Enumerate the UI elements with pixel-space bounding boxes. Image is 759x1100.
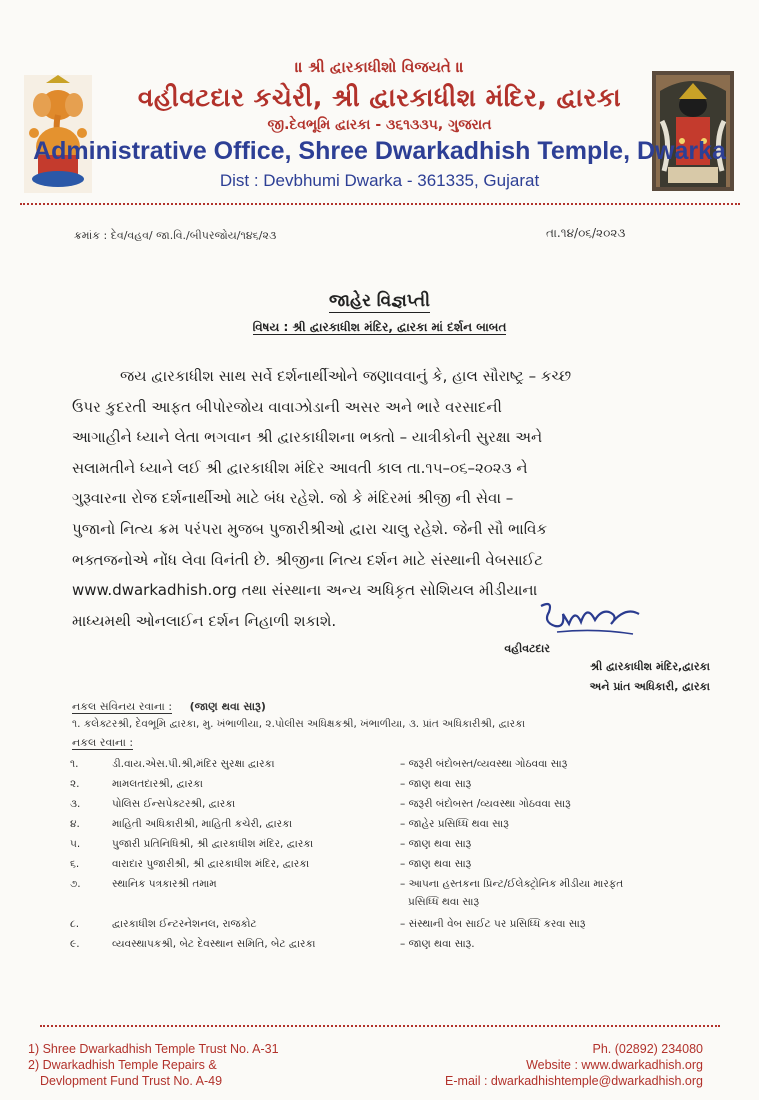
office-address-gujarati: જી.દેવભૂમિ દ્વારકા - ૩૬૧૩૩૫, ગુજરાત	[267, 117, 492, 133]
notice-heading: જાહેર વિજ્ઞપ્તી	[328, 291, 431, 311]
body-line: માધ્યમથી ઓનલાઈન દર્શન નિહાળી શકાશે.	[72, 611, 337, 630]
copy-info-label: નકલ સવિનય રવાના : (જાણ થવા સારૂ)	[72, 700, 266, 713]
footer-email[interactable]: E-mail : dwarkadhishtemple@dwarkadhish.org	[445, 1074, 703, 1088]
footer-trust-2: 2) Dwarkadhish Temple Repairs &	[28, 1058, 217, 1072]
signatory-title: વહીવટદાર	[504, 642, 550, 655]
signature-icon	[535, 598, 645, 640]
body-line: ભક્તજનોએ નોંધ લેવા વિનંતી છે. શ્રીજીના નિત્ય દર્શન માટે સંસ્થાની વેબસાઈટ	[72, 550, 543, 569]
copy-info-recipients: ૧. કલેક્ટરશ્રી, દેવભૂમિ દ્વારકા, મુ. ખંભાળીયા, ૨.પોલીસ અધિક્ષકશ્રી, ખંભાળીયા, ૩. પ્રાંત અધિકારીશ્રી, દ્વારકા	[72, 718, 526, 730]
reference-number: ક્રમાંક : દેવ/વહવ/ જા.વિ./બીપરજોય/૧૪૬/૨૩	[74, 229, 277, 242]
signatory-line3: અને પ્રાંત અધિકારી, દ્વારકા	[589, 680, 710, 693]
footer-trust-2b: Devlopment Fund Trust No. A-49	[40, 1074, 223, 1088]
letter-page: ॥ શ્રી દ્વારકાધીશો વિજયતે ॥ વહીવટદાર કચેરી, શ્રી દ્વારકાધીશ મંદિર, દ્વારકા જી.દેવભૂમિ દ્વારકા - ૩૬૧૩૩૫, ગુજરાત Administrative Office, Shree Dwarkadhish Temple, Dwarka Dist : Devbhumi Dwarka - 361335, Gujarat ક્રમાંક : દેવ/વહવ/ જા.વિ./બીપરજોય/૧૪૬/૨૩ તા.૧૪/૦૬/૨૦૨૩ જાહેર વિજ્ઞપ્તી વિષય : શ્રી દ્વારકાધીશ મંદિર, દ્વારકા માં દર્શન બાબત જય દ્વારકાધીશ સાથ સર્વે દર્શનાર્થીઓને જણાવવાનું કે, હાલ સૌરાષ્ટ્ર – કચ્છ ઉપર કુદરતી આફત બીપોરજોય વાવાઝોડાની અસર અને ભારે વરસાદની આગાહીને ધ્યાને લેતા ભગવાન શ્રી દ્વારકાધીશના ભક્તો – યાત્રીકોની સુરક્ષા અને સલામતીને ધ્યાને લઈ શ્રી દ્વારકાધીશ મંદિર આવતી કાલ તા.૧૫–૦૬–૨૦૨૩ ને ગુરૂવારના રોજ દર્શનાર્થીઓ માટે બંધ રહેશે. જો કે મંદિરમાં શ્રીજી ની સેવા – પુજાનો નિત્ય ક્રમ પરંપરા મુજબ પુજારીશ્રીઓ દ્વારા ચાલુ રહેશે. જેની સૌ ભાવિક ભક્તજનોએ નોંધ લેવા વિનંતી છે. શ્રીજીના નિત્ય દર્શન માટે સંસ્થાની વેબસાઈટ www.dwarkadhish.org તથા સંસ્થાના અન્ય અધિકૃત સોશિયલ મીડીયાના માધ્યમથી ઓનલાઈન દર્શન નિહાળી શકાશે. વહીવટદાર શ્રી દ્વારકાધીશ મંદિર,દ્વારકા અને પ્રાંત અધિકારી, દ્વારકા નકલ સવિનય રવાના : (જાણ થવા સારૂ) ૧. કલેક્ટરશ્રી, દેવભૂમિ દ્વારકા, મુ. ખંભાળીયા, ૨.પોલીસ અધિક્ષકશ્રી, ખંભાળીયા, ૩. પ્રાંત અધિકારીશ્રી, દ્વારકા નકલ રવાના : ૧. ડી.વાય.એસ.પી.શ્રી,મંદિર સુરક્ષા દ્વારકા – જરૂરી બંદોબસ્ત/વ્યવસ્થા ગોઠવવા સારૂ ૨. મામલતદારશ્રી, દ્વારકા – જાણ થવા સારૂ ૩. પોલિસ ઈન્સપેક્ટરશ્રી, દ્વારકા – જરૂરી બંદોબસ્ત /વ્યવસ્થા ગોઠવવા સારૂ ૪. માહિતી અધિકારીશ્રી, માહિતી કચેરી, દ્વારકા – જાહેર પ્રસિધ્ધિ થવા સારૂ ૫. પુજારી પ્રતિનિધિશ્રી, શ્રી દ્વારકાધીશ મંદિર, દ્વારકા – જાણ થવા સારૂ ૬. વારાદાર પુજારીશ્રી, શ્રી દ્વારકાધીશ મંદિર, દ્વારકા – જાણ થવા સારૂ ૭. સ્થાનિક પત્રકારશ્રી તમામ – આપના હસ્તકના પ્રિન્ટ/ઈલેક્ટ્રોનિક મીડીયા મારફત પ્રસિધ્ધિ થવા સારૂ ૮. દ્વારકાધીશ ઈન્ટરનેશનલ, રાજકોટ – સંસ્થાની વેબ સાઈટ પર પ્રસિધ્ધિ કરવા સારૂ ૯. વ્યવસ્થાપકશ્રી, બેટ દેવસ્થાન સમિતિ, બેટ દ્વારકા – જાણ થવા સારૂ. 1) Shree Dwarkadhish Temple Trust No. A-31 2) Dwarkadhish Temple Repairs & Devlopment Fund Trust No. A-49 Ph. (02892) 234080 Website : www.dwarkadhish.org E-mail : dwarkadhishtemple@dwarkadhish.org	[0, 0, 759, 1100]
body-line: જય દ્વારકાધીશ સાથ સર્વે દર્શનાર્થીઓને જણાવવાનું કે, હાલ સૌરાષ્ટ્ર – કચ્છ	[120, 367, 572, 385]
body-line: પુજાનો નિત્ય ક્રમ પરંપરા મુજબ પુજારીશ્રીઓ દ્વારા ચાલુ રહેશે. જેની સૌ ભાવિક	[72, 519, 548, 538]
footer-phone: Ph. (02892) 234080	[592, 1042, 703, 1056]
header-divider	[20, 203, 740, 205]
body-line: આગાહીને ધ્યાને લેતા ભગવાન શ્રી દ્વારકાધીશના ભક્તો – યાત્રીકોની સુરક્ષા અને	[72, 428, 543, 447]
signatory-line2: શ્રી દ્વારકાધીશ મંદિર,દ્વારકા	[590, 660, 710, 673]
body-line: ઉપર કુદરતી આફત બીપોરજોય વાવાઝોડાની અસર અને ભારે વરસાદની	[72, 397, 502, 416]
notice-body	[72, 361, 712, 636]
office-title-english: Administrative Office, Shree Dwarkadhish Temple, Dwarka	[33, 137, 726, 165]
copy-forward-label: નકલ રવાના :	[72, 736, 134, 749]
body-line: સલામતીને ધ્યાને લઈ શ્રી દ્વારકાધીશ મંદિર આવતી કાલ તા.૧૫–૦૬–૨૦૨૩ ને	[72, 458, 528, 477]
footer-divider	[40, 1025, 720, 1027]
footer-trust-1: 1) Shree Dwarkadhish Temple Trust No. A-31	[28, 1042, 279, 1056]
letter-date: તા.૧૪/૦૬/૨૦૨૩	[546, 226, 626, 240]
office-address-english: Dist : Devbhumi Dwarka - 361335, Gujarat	[219, 171, 540, 190]
notice-subject: વિષય : શ્રી દ્વારકાધીશ મંદિર, દ્વારકા માં દર્શન બાબત	[252, 320, 507, 334]
invocation: ॥ શ્રી દ્વારકાધીશો વિજયતે ॥	[295, 58, 464, 76]
office-title-gujarati: વહીવટદાર કચેરી, શ્રી દ્વારકાધીશ મંદિર, દ્વારકા	[137, 83, 622, 112]
footer-website[interactable]: Website : www.dwarkadhish.org	[526, 1058, 703, 1072]
body-line: www.dwarkadhish.org તથા સંસ્થાના અન્ય અધિકૃત સોશિયલ મીડીયાના	[72, 581, 538, 600]
body-line: ગુરૂવારના રોજ દર્શનાર્થીઓ માટે બંધ રહેશે. જો કે મંદિરમાં શ્રીજી ની સેવા –	[72, 489, 514, 508]
